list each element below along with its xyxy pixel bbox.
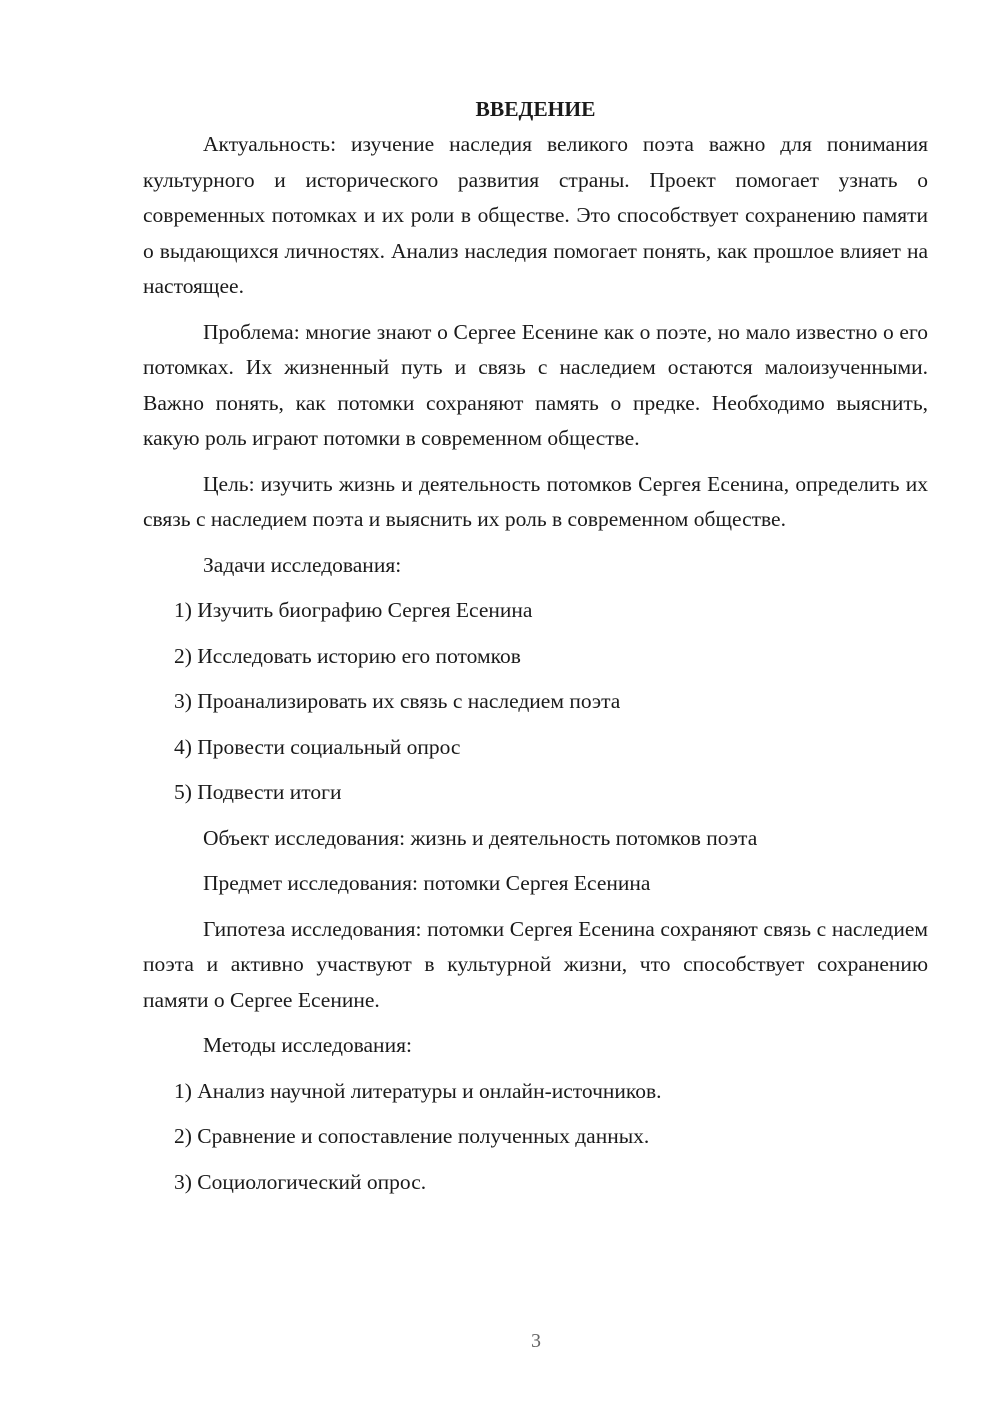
- task-item: 3) Проанализировать их связь с наследием поэта: [174, 689, 621, 713]
- hypothesis-paragraph: Гипотеза исследования: потомки Сергея Есенина сохраняют связь с наследием поэта и активно участвуют в культурной жизни, что способствует сохранению памяти о Сергее Есенине.: [143, 916, 928, 1012]
- methods-heading: Методы исследования:: [203, 1033, 412, 1057]
- problem-paragraph: Проблема: многие знают о Сергее Есенине как о поэте, но мало известно о его потомках. Их жизненный путь и связь с наследием остаются малоизученными. Важно понять, как потомки сохраняют память о предке. Необходимо выяснить, какую роль играют потомки в современном обществе.: [143, 319, 928, 450]
- relevance-paragraph: Актуальность: изучение наследия великого поэта важно для понимания культурного и исторического развития страны. Проект помогает узнать о современных потомках и их роли в обществе. Это способствует сохранению памяти о выдающихся личностях. Анализ наследия помогает понять, как прошлое влияет на настоящее.: [143, 132, 928, 298]
- task-item: 1) Изучить биографию Сергея Есенина: [174, 598, 533, 622]
- goal-paragraph: Цель: изучить жизнь и деятельность потомков Сергея Есенина, определить их связь с наследием поэта и выяснить их роль в современном обществе.: [143, 471, 928, 531]
- method-item: 2) Сравнение и сопоставление полученных данных.: [174, 1124, 650, 1148]
- object-line: Объект исследования: жизнь и деятельность потомков поэта: [203, 825, 758, 850]
- document-page: [143, 92, 928, 1210]
- method-item: 1) Анализ научной литературы и онлайн-источников.: [174, 1078, 662, 1103]
- section-title: ВВЕДЕНИЕ: [475, 97, 596, 121]
- task-item: 5) Подвести итоги: [174, 780, 342, 804]
- task-item: 4) Провести социальный опрос: [174, 734, 461, 759]
- page-number: 3: [531, 1330, 541, 1352]
- subject-line: Предмет исследования: потомки Сергея Есенина: [203, 871, 651, 895]
- task-item: 2) Исследовать историю его потомков: [174, 643, 521, 668]
- tasks-heading: Задачи исследования:: [203, 552, 402, 577]
- method-item: 3) Социологический опрос.: [174, 1169, 427, 1194]
